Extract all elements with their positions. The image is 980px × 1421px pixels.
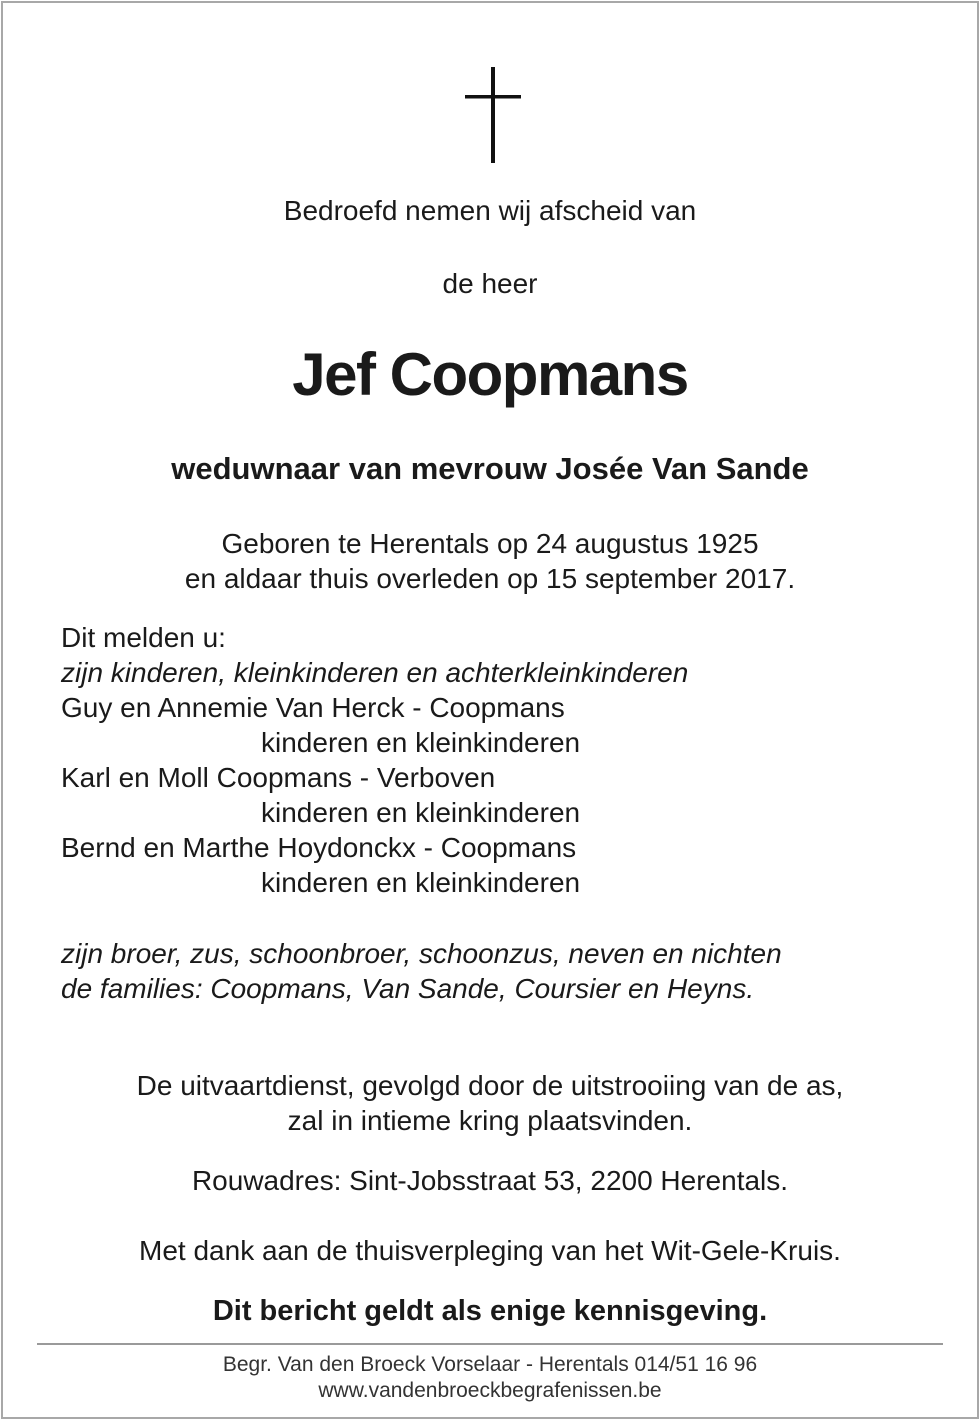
child-descendants: kinderen en kleinkinderen — [261, 867, 581, 898]
deceased-name: Jef Coopmans — [292, 341, 688, 408]
child-couple: Karl en Moll Coopmans - Verboven — [61, 762, 496, 793]
title-text: de heer — [442, 268, 538, 299]
ceremony-text: zal in intieme kring plaatsvinden. — [287, 1105, 693, 1136]
ceremony-text: De uitvaartdienst, gevolgd door de uitstrooiing van de as, — [136, 1070, 844, 1101]
child-couple: Bernd en Marthe Hoydonckx - Coopmans — [61, 832, 577, 863]
mourning-address: Rouwadres: Sint-Jobsstraat 53, 2200 Herentals. — [191, 1165, 789, 1196]
footer-divider — [37, 1343, 943, 1345]
death-text: en aldaar thuis overleden op 15 september 2017. — [184, 563, 796, 594]
birth-text: Geboren te Herentals op 24 augustus 1925 — [221, 528, 759, 559]
families-text: de families: Coopmans, Van Sande, Coursier en Heyns. — [61, 973, 755, 1004]
website-link[interactable]: www.vandenbroeckbegrafenissen.be — [318, 1379, 662, 1402]
spouse-text: weduwnaar van mevrouw Josée Van Sande — [171, 451, 809, 486]
undertaker-text: Begr. Van den Broeck Vorselaar - Herentals 014/51 16 96 — [222, 1353, 758, 1376]
family-heading: Dit melden u: — [61, 622, 226, 653]
child-descendants: kinderen en kleinkinderen — [261, 727, 581, 758]
intro-text: Bedroefd nemen wij afscheid van — [283, 195, 697, 226]
child-couple: Guy en Annemie Van Herck - Coopmans — [61, 692, 565, 723]
descendants-text: zijn kinderen, kleinkinderen en achterkleinkinderen — [61, 657, 689, 688]
notice-text: Dit bericht geldt als enige kennisgeving. — [212, 1295, 768, 1327]
relatives-text: zijn broer, zus, schoonbroer, schoonzus, neven en nichten — [61, 938, 782, 969]
obituary-card — [1, 1, 979, 1419]
child-descendants: kinderen en kleinkinderen — [261, 797, 581, 828]
thanks-text: Met dank aan de thuisverpleging van het Wit-Gele-Kruis. — [139, 1235, 841, 1266]
cross-icon — [463, 67, 523, 163]
